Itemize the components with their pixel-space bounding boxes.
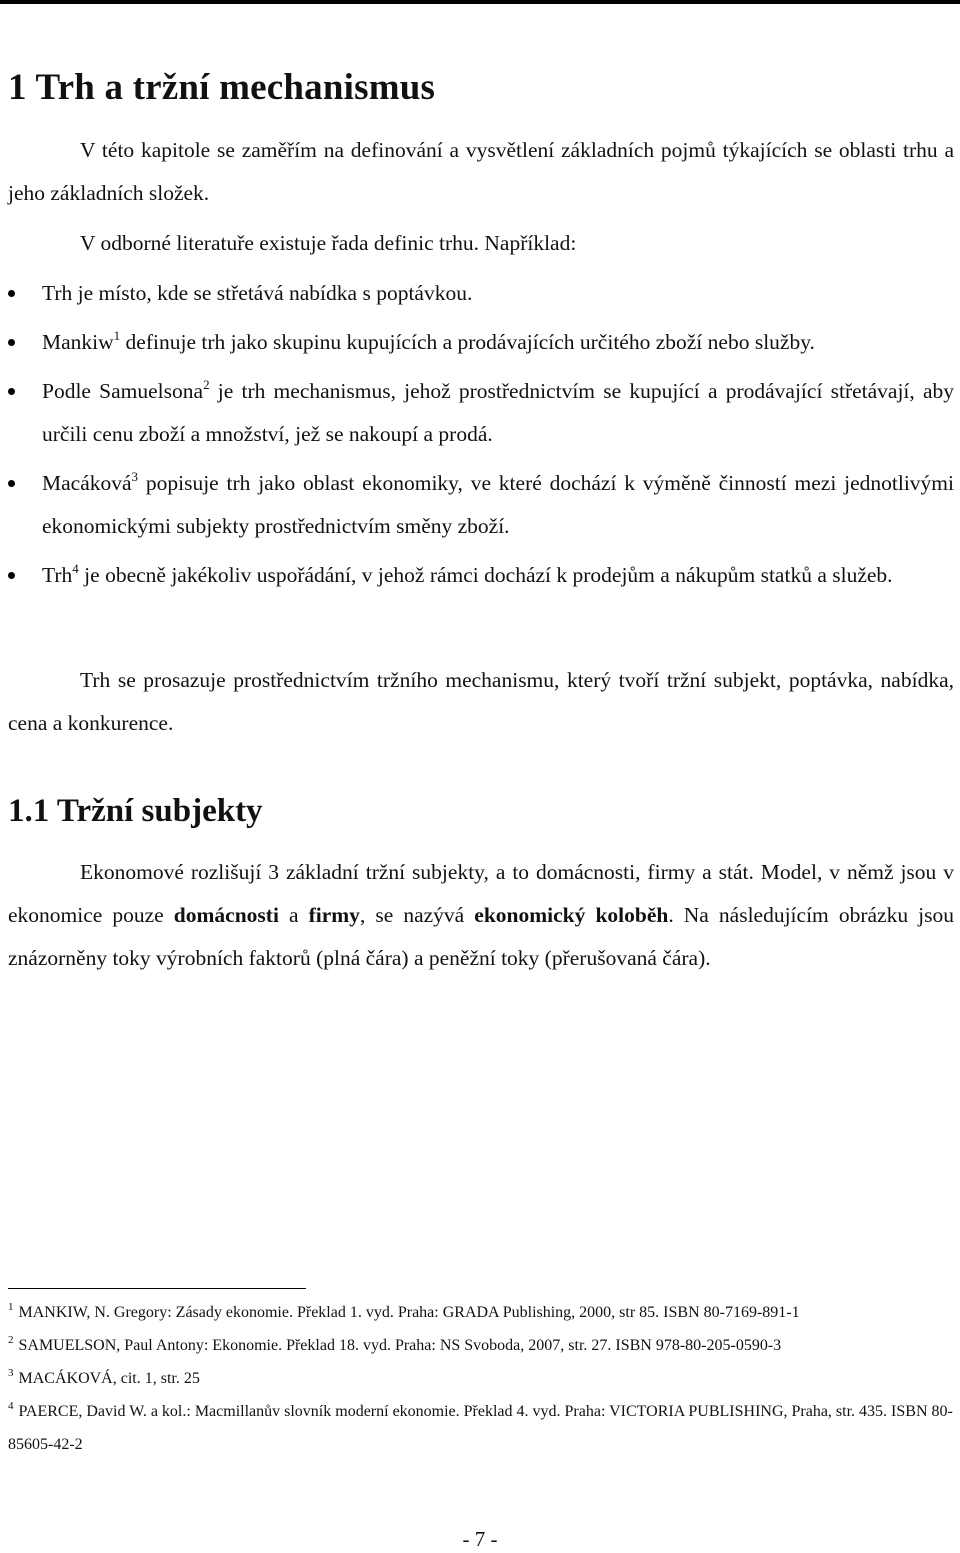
- footnote-ref[interactable]: 1: [113, 328, 121, 343]
- footnote-number: 2: [8, 1334, 14, 1346]
- definition-author: Podle Samuelsona: [42, 379, 204, 403]
- definition-item: [8, 462, 954, 548]
- definition-text: definuje trh jako skupinu kupujících a prodávajících určitého zboží nebo služby.: [120, 330, 815, 354]
- footnote-number: 1: [8, 1301, 14, 1313]
- footnote-text: SAMUELSON, Paul Antony: Ekonomie. Překlad 18. vyd. Praha: NS Svoboda, 2007, str. 27. ISBN 978-80-205-0590-3: [18, 1337, 782, 1354]
- definition-item: [8, 554, 954, 597]
- section-text: Ekonomové rozlišují 3 základní tržní subjekty, a to domácnosti, firmy a stát. Model, v němž jsou v ekonomice pouze: [8, 860, 954, 927]
- footnote: [8, 1395, 954, 1461]
- definition-author: Mankiw: [42, 330, 114, 354]
- section-text: . Na následujícím obrázku jsou znázorněny toky výrobních faktorů (plná čára) a peněžní toky (přerušovaná čára).: [8, 903, 954, 970]
- footnote-ref[interactable]: 4: [72, 561, 79, 576]
- term-firmy: firmy: [308, 903, 360, 927]
- footnote: [8, 1296, 954, 1329]
- definition-item: [8, 272, 954, 315]
- intro-paragraph: V této kapitole se zaměřím na definování a vysvětlení základních pojmů týkajících se oblasti trhu a jeho základních složek.: [8, 138, 954, 205]
- term-domacnosti: domácnosti: [173, 903, 279, 927]
- definition-text: popisuje trh jako oblast ekonomiky, ve které dochází k výměně činností mezi jednotlivými ekonomickými subjekty prostřednictvím směny zboží.: [42, 471, 954, 538]
- footnote-text: MACÁKOVÁ, cit. 1, str. 25: [18, 1370, 200, 1387]
- bullet-icon: [8, 480, 15, 487]
- footnote: [8, 1362, 954, 1395]
- bullet-icon: [8, 290, 15, 297]
- section-text: a: [278, 903, 309, 927]
- section-text: , se nazývá: [359, 903, 475, 927]
- definition-list: [8, 272, 954, 603]
- page-number: - 7 -: [462, 1527, 498, 1551]
- footnotes: [8, 1296, 954, 1461]
- bullet-icon: [8, 388, 15, 395]
- footnote: [8, 1329, 954, 1362]
- footnote-text: MANKIW, N. Gregory: Zásady ekonomie. Překlad 1. vyd. Praha: GRADA Publishing, 2000, str 85. ISBN 80-7169-891-1: [18, 1304, 800, 1321]
- footnote-ref[interactable]: 3: [131, 469, 139, 484]
- definition-author: Macáková: [42, 471, 132, 495]
- section-title: 1.1 Tržní subjekty: [8, 793, 263, 829]
- definition-item: [8, 321, 954, 364]
- definition-item: [8, 370, 954, 456]
- closing-paragraph: Trh se prosazuje prostřednictvím tržního mechanismu, který tvoří tržní subjekt, poptávka, nabídka, cena a konkurence.: [8, 668, 954, 735]
- bullet-icon: [8, 339, 15, 346]
- definition-author: Trh: [42, 563, 73, 587]
- footnote-separator: [8, 1288, 306, 1289]
- footnote-text: PAERCE, David W. a kol.: Macmillanův slovník moderní ekonomie. Překlad 4. vyd. Praha: VICTORIA PUBLISHING, Praha, str. 435. ISBN 80-85605-42-2: [8, 1403, 953, 1453]
- bullet-icon: [8, 572, 15, 579]
- definition-text: Trh je místo, kde se střetává nabídka s poptávkou.: [42, 281, 473, 305]
- footnote-number: 4: [8, 1400, 14, 1412]
- definition-text: je trh mechanismus, jehož prostřednictvím se kupující a prodávající střetávají, aby určili cenu zboží a množství, jež se nakoupí a prodá.: [42, 379, 955, 446]
- chapter-title: 1 Trh a tržní mechanismus: [8, 67, 436, 108]
- footnote-ref[interactable]: 2: [203, 377, 210, 392]
- definitions-lead: V odborné literatuře existuje řada definic trhu. Například:: [80, 231, 577, 255]
- term-ekonomicky-kolobeh: ekonomický koloběh: [474, 903, 669, 927]
- footnote-number: 3: [8, 1367, 14, 1379]
- section-paragraph: [8, 851, 954, 980]
- definition-text: je obecně jakékoliv uspořádání, v jehož rámci dochází k prodejům a nákupům statků a služeb.: [78, 563, 893, 587]
- top-border-line: [0, 0, 960, 4]
